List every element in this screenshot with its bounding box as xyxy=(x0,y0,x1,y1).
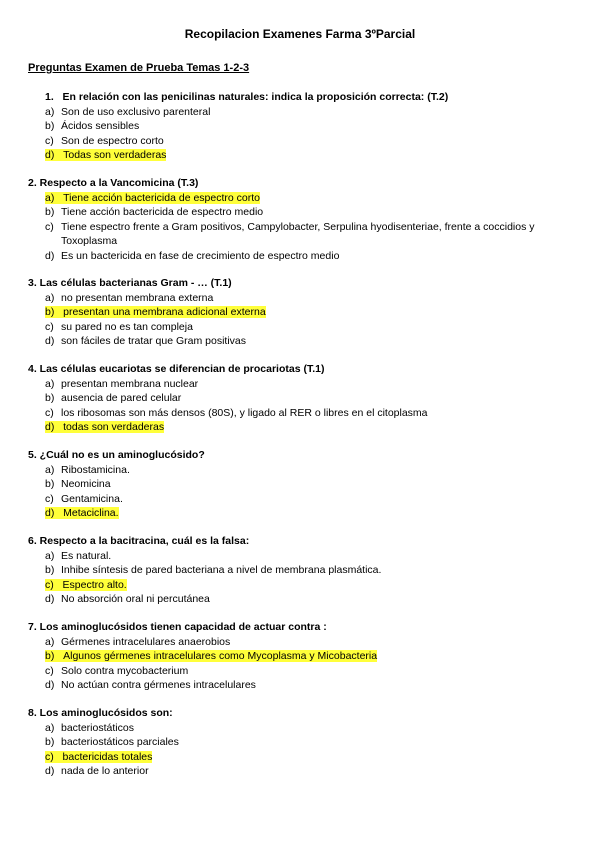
question-text: 1. En relación con las penicilinas naturales: indica la proposición correcta: (T.2) xyxy=(45,91,449,103)
option-b: b) Neomicina xyxy=(45,478,111,491)
option-b: b) Tiene acción bactericida de espectro medio xyxy=(45,206,264,219)
question-text: 2. Respecto a la Vancomicina (T.3) xyxy=(28,177,199,189)
question-text: 4. Las células eucariotas se diferencian de procariotas (T.1) xyxy=(28,363,325,375)
question-3 xyxy=(28,276,573,349)
option-d: d) son fáciles de tratar que Gram positivas xyxy=(45,335,247,348)
option-d-correct: d) Todas son verdaderas xyxy=(45,149,167,162)
question-8 xyxy=(28,706,573,779)
option-c-correct: c) bactericidas totales xyxy=(45,750,153,763)
option-a: a) bacteriostáticos xyxy=(45,722,134,734)
option-c-correct: c) Espectro alto. xyxy=(45,578,127,591)
option-d: d) nada de lo anterior xyxy=(45,765,149,778)
option-d: d) No absorción oral ni percutánea xyxy=(45,593,210,606)
option-a: a) Son de uso exclusivo parenteral xyxy=(45,106,211,118)
question-7 xyxy=(28,620,573,693)
option-c: c) Solo contra mycobacterium xyxy=(45,664,189,677)
option-c: c) Tiene espectro frente a Gram positivos, Campylobacter, Serpulina hyodisenteriae, frente a coccidios y Toxoplasma xyxy=(45,220,535,248)
question-text: 7. Los aminoglucósidos tienen capacidad de actuar contra : xyxy=(28,621,327,633)
question-1 xyxy=(28,90,573,163)
option-a-correct: a) Tiene acción bactericida de espectro corto xyxy=(45,192,260,204)
question-text: 8. Los aminoglucósidos son: xyxy=(28,707,173,719)
question-text: 6. Respecto a la bacitracina, cuál es la falsa: xyxy=(28,535,250,547)
option-c: c) Gentamicina. xyxy=(45,492,123,505)
option-c: c) los ribosomas son más densos (80S), y ligado al RER o libres en el citoplasma xyxy=(45,406,428,419)
option-a: a) Gérmenes intracelulares anaerobios xyxy=(45,636,231,648)
document-title: Recopilacion Examenes Farma 3ºParcial xyxy=(184,27,416,41)
question-4 xyxy=(28,362,573,435)
option-c: c) su pared no es tan compleja xyxy=(45,320,193,333)
option-c: c) Son de espectro corto xyxy=(45,134,164,147)
option-b-correct: b) presentan una membrana adicional externa xyxy=(45,306,266,319)
option-a: a) no presentan membrana externa xyxy=(45,292,214,304)
question-2 xyxy=(28,176,573,263)
option-b: b) Inhibe síntesis de pared bacteriana a nivel de membrana plasmática. xyxy=(45,564,382,577)
option-b: b) ausencia de pared celular xyxy=(45,392,182,405)
option-a: a) Es natural. xyxy=(45,550,112,562)
question-5 xyxy=(28,448,573,521)
option-a: a) presentan membrana nuclear xyxy=(45,378,199,390)
question-number: 1. xyxy=(45,91,54,103)
option-a: a) Ribostamicina. xyxy=(45,464,130,476)
section-subtitle: Preguntas Examen de Prueba Temas 1-2-3 xyxy=(28,62,250,74)
question-text: 5. ¿Cuál no es un aminoglucósido? xyxy=(28,449,205,461)
option-b: b) bacteriostáticos parciales xyxy=(45,736,179,749)
option-d: d) No actúan contra gérmenes intracelulares xyxy=(45,679,256,692)
option-d-correct: d) Metaciclina. xyxy=(45,507,119,520)
question-6 xyxy=(28,534,573,607)
option-d: d) Es un bactericida en fase de crecimiento de espectro medio xyxy=(45,249,340,262)
option-d-correct: d) todas son verdaderas xyxy=(45,421,165,434)
question-text: 3. Las células bacterianas Gram - … (T.1) xyxy=(28,277,232,289)
option-b: b) Ácidos sensibles xyxy=(45,120,140,133)
option-b-correct: b) Algunos gérmenes intracelulares como Mycoplasma y Micobacteria xyxy=(45,650,378,663)
